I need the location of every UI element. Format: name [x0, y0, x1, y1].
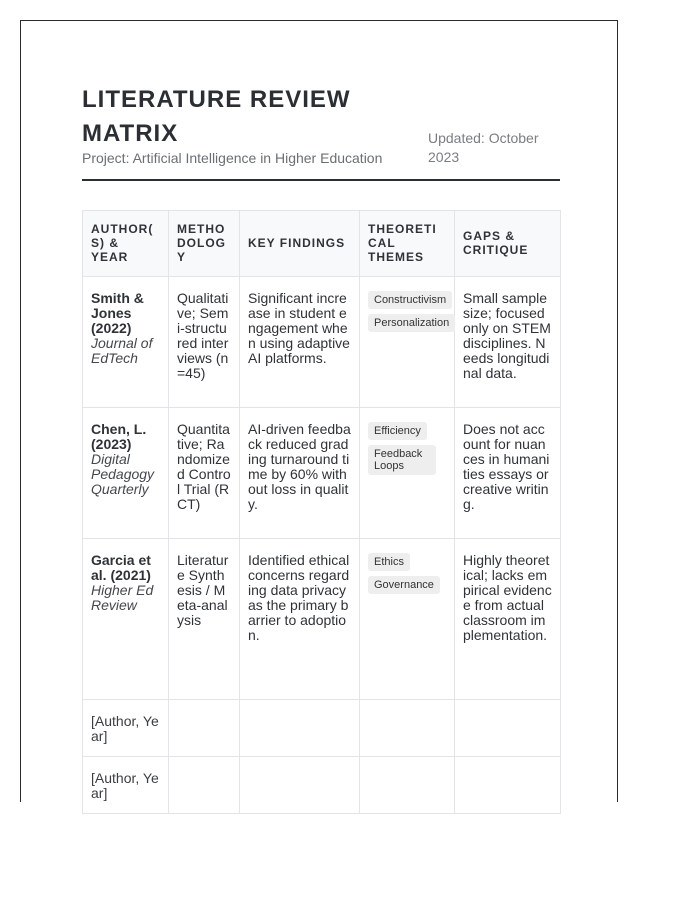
cell-gaps: Does not account for nuances in humanities essays or creative writing. — [455, 408, 561, 539]
table-row-placeholder — [83, 757, 561, 814]
journal-name: Digital Pedagogy Quarterly — [91, 451, 155, 497]
cell-gaps — [455, 757, 561, 814]
cell-themes — [360, 757, 455, 814]
author-name: Garcia et al. (2021) — [91, 552, 151, 583]
document-page — [20, 20, 618, 802]
journal-name: Higher Ed Review — [91, 582, 154, 613]
header-gaps: GAPS & CRITIQUE — [455, 211, 561, 277]
author-name: Chen, L. (2023) — [91, 421, 147, 452]
header-author: AUTHOR(S) & YEAR — [83, 211, 169, 277]
theme-tag: Governance — [368, 576, 440, 594]
cell-findings — [240, 700, 360, 757]
theme-tag: Efficiency — [368, 422, 427, 440]
cell-methodology — [169, 757, 240, 814]
project-subtitle: Project: Artificial Intelligence in Higher Education — [82, 150, 383, 166]
theme-tag: Feedback Loops — [368, 445, 436, 475]
document-title: LITERATURE REVIEW MATRIX — [82, 86, 351, 147]
table-row — [83, 408, 561, 539]
cell-author — [83, 408, 169, 539]
cell-gaps — [455, 700, 561, 757]
theme-tag: Personalization — [368, 314, 455, 332]
document-header — [82, 81, 560, 181]
cell-themes — [360, 539, 455, 700]
cell-methodology: Qualitative; Semi-structured interviews (n=45) — [169, 277, 240, 408]
cell-methodology — [169, 700, 240, 757]
cell-themes — [360, 408, 455, 539]
cell-methodology: Literature Synthesis / Meta-analysis — [169, 539, 240, 700]
cell-findings: Identified ethical concerns regarding data privacy as the primary barrier to adoption. — [240, 539, 360, 700]
table-row — [83, 277, 561, 408]
table-row — [83, 539, 561, 700]
literature-matrix-table — [82, 210, 561, 814]
table-header-row — [83, 211, 561, 277]
cell-gaps: Small sample size; focused only on STEM disciplines. Needs longitudinal data. — [455, 277, 561, 408]
theme-tag: Ethics — [368, 553, 410, 571]
cell-findings: Significant increase in student engagement when using adaptive AI platforms. — [240, 277, 360, 408]
cell-author — [83, 277, 169, 408]
header-findings: KEY FINDINGS — [240, 211, 360, 277]
cell-themes — [360, 700, 455, 757]
header-methodology: METHODOLOGY — [169, 211, 240, 277]
header-themes: THEORETICAL THEMES — [360, 211, 455, 277]
cell-themes — [360, 277, 455, 408]
cell-gaps: Highly theoretical; lacks empirical evidence from actual classroom implementation. — [455, 539, 561, 700]
cell-author — [83, 539, 169, 700]
cell-author-placeholder: [Author, Year] — [83, 700, 169, 757]
journal-name: Journal of EdTech — [91, 335, 153, 366]
cell-findings: AI-driven feedback reduced grading turnaround time by 60% without loss in quality. — [240, 408, 360, 539]
table-row-placeholder — [83, 700, 561, 757]
cell-methodology: Quantitative; Randomized Control Trial (RCT) — [169, 408, 240, 539]
theme-tag: Constructivism — [368, 291, 452, 309]
cell-author-placeholder: [Author, Year] — [83, 757, 169, 814]
author-name: Smith & Jones (2022) — [91, 290, 144, 336]
updated-date: Updated: October 2023 — [428, 130, 539, 165]
cell-findings — [240, 757, 360, 814]
